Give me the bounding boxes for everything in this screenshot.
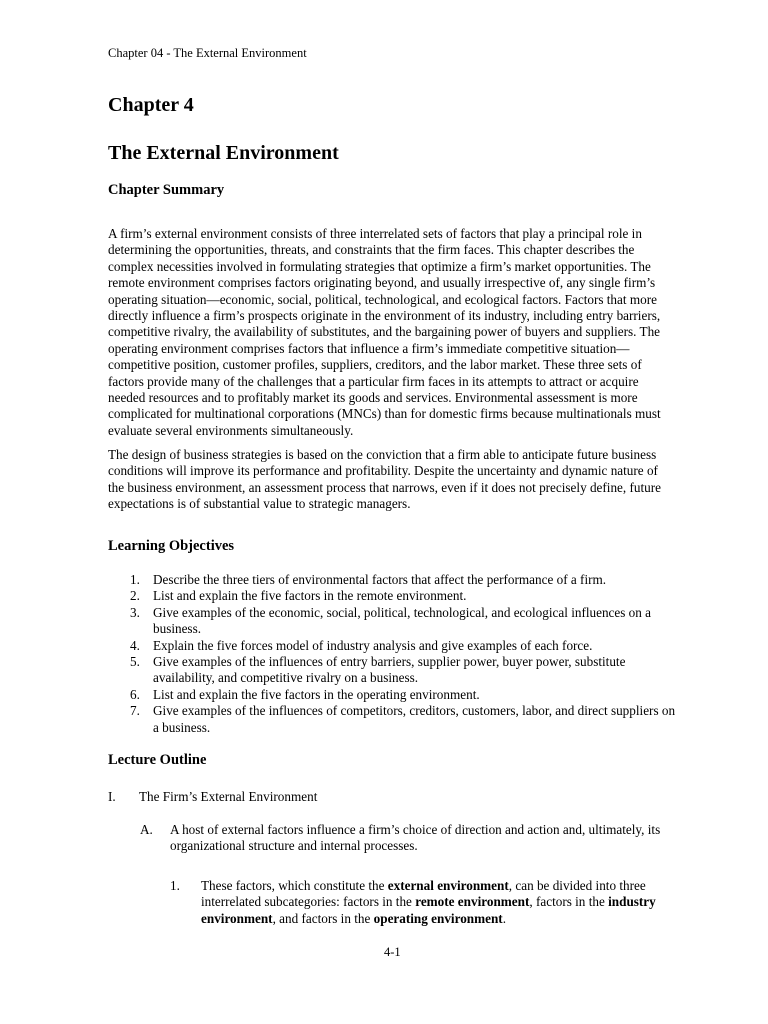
outline-text: A host of external factors influence a firm’s choice of direction and action and, ultimately, its organizational structure and internal processes. [170, 822, 661, 854]
outline-heading: Lecture Outline [108, 752, 207, 768]
term-external-environment: external environment [387, 878, 509, 893]
outline-marker: I. [108, 789, 116, 804]
page-number: 4-1 [384, 945, 401, 959]
objectives-heading: Learning Objectives [108, 538, 235, 554]
summary-paragraph-1: A firm’s external environment consists of three interrelated sets of factors that play a principal role in determining the opportunities, threats, and constraints that the firm faces. This chapter describes the complex necessities involved in formulating strategies that optimize a firm’s market opportunities. The remote environment comprises factors originating beyond, and usually irrespective of, any single firm’s operating situation—economic, social, political, technological, and ecological factors. Factors that more directly influence a firm’s prospects originate in the environment of its industry, including entry barriers, competitive rivalry, the availability of substitutes, and the bargaining power of buyers and suppliers. The operating environment comprises factors that influence a firm’s immediate competitive situation—competitive position, customer profiles, suppliers, creditors, and the labor market. These three sets of factors provide many of the challenges that a particular firm faces in its attempts to attract or acquire needed resources and to profitably market its goods and services. Environmental assessment is more complicated for multinational corporations (MNCs) than for domestic firms because multinationals must evaluate several environments simultaneously. [108, 226, 661, 438]
running-header: Chapter 04 - The External Environment [108, 46, 307, 60]
objectives-list [108, 572, 678, 736]
objective-item: 1. Describe the three tiers of environmental factors that affect the performance of a firm. [130, 572, 607, 587]
term-remote-environment: remote environment [415, 894, 530, 910]
objective-item: 4. Explain the five forces model of industry analysis and give examples of each force. [130, 637, 593, 653]
objective-item: 7. Give examples of the influences of competitors, creditors, customers, labor, and direct suppliers on a business. [130, 703, 676, 735]
outline-marker: A. [140, 822, 153, 837]
objective-item: 5. Give examples of the influences of entry barriers, supplier power, buyer power, substitute availability, and competitive rivalry on a business. [130, 654, 626, 686]
outline-item-A [140, 822, 680, 855]
outline-marker: 1. [170, 878, 180, 893]
summary-heading: Chapter Summary [108, 182, 225, 198]
chapter-title: The External Environment [108, 142, 339, 164]
outline-item-1 [170, 878, 680, 927]
objective-item: 3. Give examples of the economic, social, political, technological, and ecological influences on a business. [130, 604, 652, 637]
outline-text: The Firm’s External Environment [139, 789, 318, 804]
outline-text: These factors, which constitute the external environment, can be divided into three interrelated subcategories: factors in the remote environment, factors in the industry environment, and factors in the operating environment. [201, 878, 656, 926]
term-operating-environment: operating environment [373, 910, 503, 926]
summary-paragraph-2: The design of business strategies is based on the conviction that a firm able to anticipate future business conditions will improve its performance and profitability. Despite the uncertainty and dynamic nature of the business environment, an assessment process that narrows, even if it does not precisely define, future expectations is of substantial value to strategic managers. [108, 447, 661, 512]
objective-item: 2. List and explain the five factors in the remote environment. [130, 588, 467, 604]
term-industry-environment: industry environment [201, 894, 656, 926]
objective-item: 6. List and explain the five factors in the operating environment. [130, 686, 480, 702]
chapter-number: Chapter 4 [108, 94, 194, 116]
